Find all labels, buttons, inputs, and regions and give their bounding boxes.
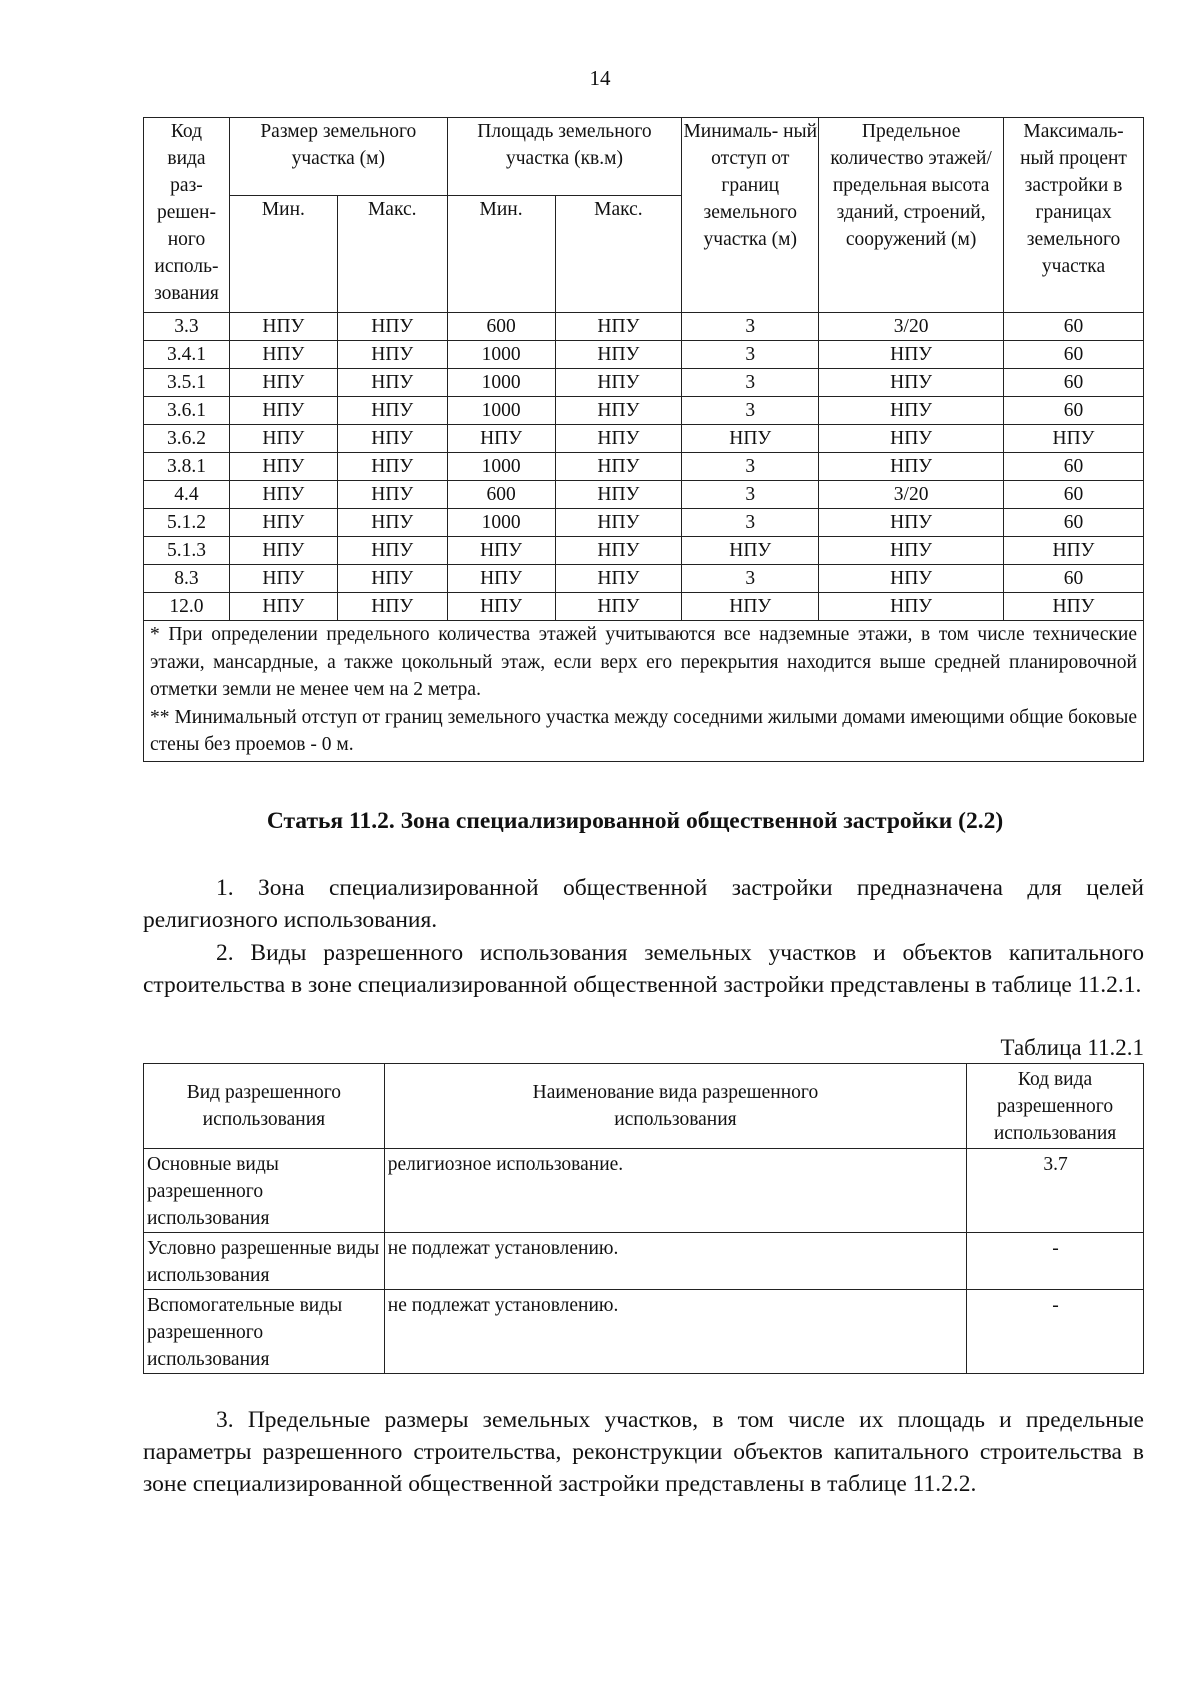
- table-cell: НПУ: [682, 425, 819, 453]
- header-min-setback: Минималь- ный отступ от границ земельного участка (м): [682, 118, 819, 313]
- table-cell: НПУ: [447, 565, 555, 593]
- table-cell: НПУ: [337, 593, 447, 621]
- parameters-table-body: [144, 313, 1144, 762]
- table-cell: 3: [682, 453, 819, 481]
- table-cell: НПУ: [819, 341, 1004, 369]
- table-cell: НПУ: [555, 593, 682, 621]
- table-cell: 60: [1004, 509, 1144, 537]
- table-cell: 3.3: [144, 313, 230, 341]
- header-area-max: Макс.: [555, 196, 682, 313]
- table-cell: 4.4: [144, 481, 230, 509]
- table-cell: НПУ: [447, 537, 555, 565]
- table-cell: НПУ: [337, 453, 447, 481]
- table-cell: НПУ: [555, 453, 682, 481]
- table-cell: 60: [1004, 453, 1144, 481]
- table-cell: НПУ: [555, 481, 682, 509]
- table-row: [144, 453, 1144, 481]
- table-row: [144, 313, 1144, 341]
- table-row: [144, 341, 1144, 369]
- table-cell: 5.1.3: [144, 537, 230, 565]
- table-cell: НПУ: [337, 537, 447, 565]
- table-row: [144, 593, 1144, 621]
- table-cell: НПУ: [229, 537, 337, 565]
- table-cell: НПУ: [1004, 537, 1144, 565]
- table-cell: 3.6.2: [144, 425, 230, 453]
- table-cell: НПУ: [555, 425, 682, 453]
- paragraph-1: 1. Зона специализированной общественной застройки предназначена для целей религиозного использования.: [143, 875, 1144, 933]
- table-cell: НПУ: [229, 565, 337, 593]
- table-cell: 1000: [447, 453, 555, 481]
- table-cell: НПУ: [229, 425, 337, 453]
- table-row: [144, 369, 1144, 397]
- table-cell: НПУ: [229, 509, 337, 537]
- table-cell: НПУ: [337, 481, 447, 509]
- table-cell: НПУ: [229, 453, 337, 481]
- usage-type-cell: Основные виды разрешенного использования: [144, 1149, 385, 1233]
- header-usage-code: Код вида разрешенного использования: [967, 1064, 1144, 1149]
- table-cell: НПУ: [682, 593, 819, 621]
- table-cell: 600: [447, 313, 555, 341]
- table-cell: НПУ: [337, 341, 447, 369]
- table-row: [144, 481, 1144, 509]
- table-cell: 3: [682, 313, 819, 341]
- table-notes: [144, 621, 1144, 762]
- table-notes-row: [144, 621, 1144, 762]
- table-cell: 3: [682, 369, 819, 397]
- table-cell: 3.8.1: [144, 453, 230, 481]
- table-cell: 5.1.2: [144, 509, 230, 537]
- table-cell: 3: [682, 341, 819, 369]
- table-caption: Таблица 11.2.1: [1000, 1035, 1144, 1060]
- table-cell: 60: [1004, 341, 1144, 369]
- table-cell: НПУ: [229, 369, 337, 397]
- table-cell: НПУ: [555, 369, 682, 397]
- usage-code-cell: 3.7: [967, 1149, 1144, 1233]
- table-cell: НПУ: [555, 341, 682, 369]
- table-cell: НПУ: [555, 397, 682, 425]
- table-cell: НПУ: [229, 481, 337, 509]
- table-cell: 3: [682, 509, 819, 537]
- table-row: [144, 397, 1144, 425]
- table-cell: 3: [682, 397, 819, 425]
- table-cell: НПУ: [337, 313, 447, 341]
- table-cell: НПУ: [1004, 425, 1144, 453]
- table-cell: 3/20: [819, 313, 1004, 341]
- usage-name-cell: не подлежат установлению.: [384, 1233, 966, 1290]
- table-cell: 3: [682, 565, 819, 593]
- header-area-min: Мин.: [447, 196, 555, 313]
- table-cell: 8.3: [144, 565, 230, 593]
- table-cell: НПУ: [337, 425, 447, 453]
- header-code: Код вида раз- решен- ного исполь- зования: [144, 118, 230, 313]
- table-cell: НПУ: [337, 369, 447, 397]
- table-row: [144, 537, 1144, 565]
- table-cell: НПУ: [1004, 593, 1144, 621]
- table-cell: 1000: [447, 509, 555, 537]
- table-cell: НПУ: [447, 425, 555, 453]
- table-cell: НПУ: [447, 593, 555, 621]
- table-cell: НПУ: [819, 509, 1004, 537]
- table-cell: 3: [682, 481, 819, 509]
- usage-type-cell: Условно разрешенные виды использования: [144, 1233, 385, 1290]
- header-usage-type: Вид разрешенного использования: [144, 1064, 385, 1149]
- table-cell: НПУ: [229, 341, 337, 369]
- table-cell: НПУ: [819, 369, 1004, 397]
- table-cell: 3.4.1: [144, 341, 230, 369]
- table-row: [144, 425, 1144, 453]
- table-cell: 3.6.1: [144, 397, 230, 425]
- paragraph-2: 2. Виды разрешенного использования земельных участков и объектов капитального строительства в зоне специализированной общественной застройки представлены в таблице 11.2.1.: [143, 940, 1144, 998]
- table-footnote-2: ** Минимальный отступ от границ земельного участка между соседними жилыми домами имеющими общие боковые стены без проемов - 0 м.: [150, 706, 1137, 755]
- paragraph-3: 3. Предельные размеры земельных участков, в том числе их площадь и предельные параметры разрешенного строительства, реконструкции объектов капитального строительства в зоне специализированной общественной застройки представлены в таблице 11.2.2.: [143, 1407, 1144, 1497]
- usage-type-cell: Вспомогательные виды разрешенного использования: [144, 1290, 385, 1374]
- usage-name-cell: не подлежат установлению.: [384, 1290, 966, 1374]
- usage-types-table: [143, 1063, 1144, 1374]
- header-size-min: Мин.: [229, 196, 337, 313]
- table-cell: 3.5.1: [144, 369, 230, 397]
- table-cell: 60: [1004, 369, 1144, 397]
- table-cell: НПУ: [555, 565, 682, 593]
- table-cell: НПУ: [337, 565, 447, 593]
- header-size-max: Макс.: [337, 196, 447, 313]
- table-cell: НПУ: [819, 453, 1004, 481]
- table-cell: НПУ: [337, 397, 447, 425]
- header-area-group: Площадь земельного участка (кв.м): [447, 118, 682, 196]
- table-cell: НПУ: [819, 397, 1004, 425]
- table-cell: 60: [1004, 481, 1144, 509]
- table-cell: НПУ: [819, 537, 1004, 565]
- table-cell: НПУ: [819, 593, 1004, 621]
- table-cell: 1000: [447, 341, 555, 369]
- table-cell: 12.0: [144, 593, 230, 621]
- header-usage-name: Наименование вида разрешенного использования: [384, 1064, 966, 1149]
- table-cell: НПУ: [819, 425, 1004, 453]
- table-cell: НПУ: [555, 537, 682, 565]
- table-cell: НПУ: [229, 313, 337, 341]
- table-cell: 60: [1004, 397, 1144, 425]
- usage-name-cell: религиозное использование.: [384, 1149, 966, 1233]
- table-row: [144, 1290, 1144, 1374]
- table-cell: 1000: [447, 397, 555, 425]
- table-cell: НПУ: [229, 397, 337, 425]
- table-cell: 3/20: [819, 481, 1004, 509]
- table-row: [144, 1233, 1144, 1290]
- header-size-group: Размер земельного участка (м): [229, 118, 447, 196]
- header-max-coverage: Максималь- ный процент застройки в границах земельного участка: [1004, 118, 1144, 313]
- table-cell: 60: [1004, 565, 1144, 593]
- page-number: 14: [589, 66, 611, 90]
- usage-code-cell: -: [967, 1290, 1144, 1374]
- table-cell: НПУ: [337, 509, 447, 537]
- usage-code-cell: -: [967, 1233, 1144, 1290]
- article-heading: Статья 11.2. Зона специализированной общественной застройки (2.2): [266, 808, 1004, 834]
- table-row: [144, 509, 1144, 537]
- table-cell: 60: [1004, 313, 1144, 341]
- header-max-floors: Предельное количество этажей/ предельная высота зданий, строений, сооружений (м): [819, 118, 1004, 313]
- table-cell: НПУ: [229, 593, 337, 621]
- table-cell: НПУ: [819, 565, 1004, 593]
- table-row: [144, 1149, 1144, 1233]
- table-cell: НПУ: [682, 537, 819, 565]
- table-cell: 600: [447, 481, 555, 509]
- table-row: [144, 565, 1144, 593]
- table-footnote-1: * При определении предельного количества этажей учитываются все надземные этажи, в том числе технические этажи, мансардные, а также цокольный этаж, если верх его перекрытия находится выше средней планировочной отметки земли не менее чем на 2 метра.: [150, 624, 1137, 700]
- table-cell: 1000: [447, 369, 555, 397]
- table-cell: НПУ: [555, 313, 682, 341]
- table-cell: НПУ: [555, 509, 682, 537]
- parameters-table: [143, 117, 1144, 762]
